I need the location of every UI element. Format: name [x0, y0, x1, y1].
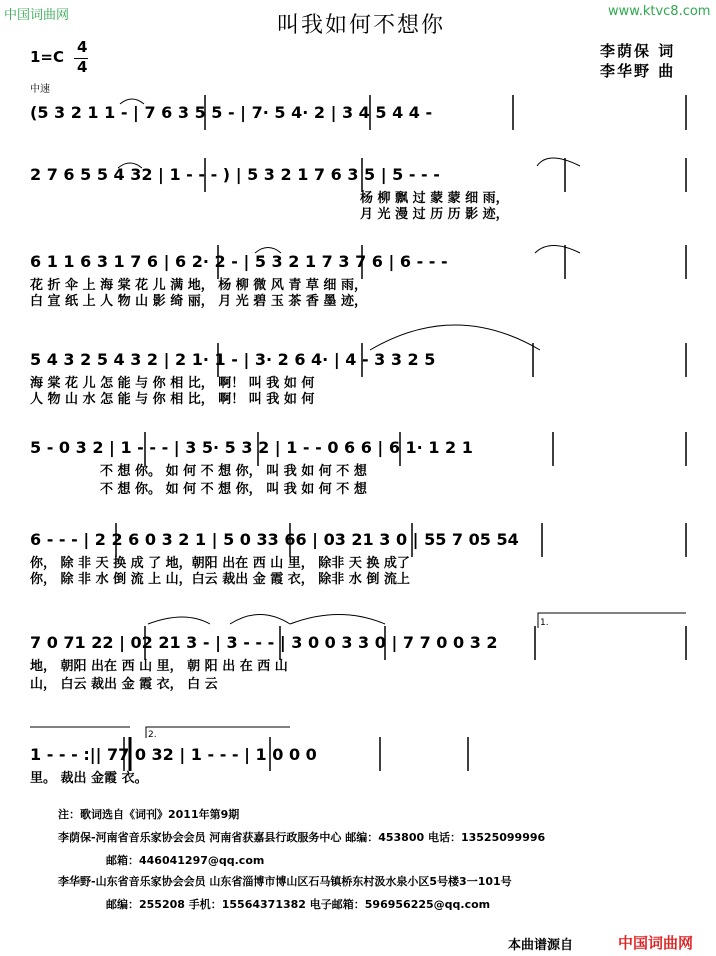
source-label: 本曲谱源自: [508, 938, 574, 953]
system-7-lyric-2: 山， 白云 裁出 金 霞 衣， 白 云: [30, 677, 218, 692]
source-site-link[interactable]: 中国词曲网: [618, 934, 694, 952]
system-3-lyric-1: 花 折 伞 上 海 棠 花 儿 满 地， 杨 柳 微 风 青 草 细 雨，: [30, 278, 367, 293]
system-6-lyric-2: 你， 除 非 水 倒 流 上 山，白云 裁出 金 霞 衣， 除非 水 倒 流上: [30, 572, 410, 587]
footer-note-source: 注：歌词选自《词刊》2011年第9期: [58, 808, 240, 821]
volta-brackets: [30, 613, 686, 738]
watermark-right: www.ktvc8.com: [608, 4, 711, 19]
song-title: 叫我如何不想你: [277, 13, 446, 38]
system-4-notes: 5 4 3 2 5 4 3 2 | 2 1· 1 - | 3· 2 6 4· | 4 - 3 3 2 5: [30, 350, 436, 369]
time-signature-numerator: 4: [77, 38, 88, 56]
system-4-lyric-2: 人 物 山 水 怎 能 与 你 相 比， 啊！ 叫 我 如 何: [30, 392, 315, 407]
footer-note-lyricist: 李荫保-河南省音乐家协会会员 河南省获嘉县行政服务中心 邮编：453800 电话：13525099996: [58, 831, 546, 844]
system-4-lyric-1: 海 棠 花 儿 怎 能 与 你 相 比， 啊！ 叫 我 如 何: [30, 376, 315, 391]
time-signature-denominator: 4: [77, 58, 88, 76]
footer-note-composer-contact: 邮编：255208 手机：15564371382 电子邮箱：596956225@qq.com: [106, 898, 491, 911]
system-3-notes: 6 1 1 6 3 1 7 6 | 6 2· 2 - | 5 3 2 1 7 3 7 6 | 6 - - -: [30, 252, 448, 271]
system-3-lyric-2: 白 宣 纸 上 人 物 山 影 绮 丽， 月 光 碧 玉 茶 香 墨 迹，: [30, 294, 367, 309]
system-8-lyric-1: 里。 裁出 金霞 衣。: [30, 771, 148, 786]
system-8-notes: 1 - - - :|| 77 0 32 | 1 - - - | 1 0 0 0: [30, 745, 317, 764]
system-5-notes: 5 - 0 3 2 | 1 - - - | 3 5· 5 3 2 | 1 - - 0 6 6 | 6 1· 1 2 1: [30, 438, 473, 457]
lyricist-credit: 李荫保 词: [600, 42, 676, 60]
footer-note-composer: 李华野-山东省音乐家协会会员 山东省淄博市博山区石马镇桥东村汲水泉小区5号楼3一101号: [58, 875, 512, 888]
volta-1-label: 1.: [540, 618, 549, 628]
system-2-notes: 2 7 6 5 5 4 32 | 1 - - - ) | 5 3 2 1 7 6 3 5 | 5 - - -: [30, 165, 440, 184]
key-signature: 1=C: [30, 48, 65, 66]
tempo-marking: 中速: [30, 84, 50, 95]
system-6-notes: 6 - - - | 2 2 6 0 3 2 1 | 5 0 33 66 | 03 21 3 0 | 55 7 05 54: [30, 530, 519, 549]
system-5-lyric-1: 不 想 你。 如 何 不 想 你， 叫 我 如 何 不 想: [100, 464, 367, 479]
system-2-lyric-2: 月 光 漫 过 历 历 影 迹，: [360, 207, 509, 222]
watermark-left: 中国词曲网: [4, 8, 70, 23]
composer-credit: 李华野 曲: [600, 62, 676, 80]
system-6-lyric-1: 你， 除 非 天 换 成 了 地，朝阳 出在 西 山 里， 除非 天 换 成了: [30, 556, 410, 571]
footer-note-lyricist-email: 邮箱：446041297@qq.com: [106, 854, 265, 867]
system-7-notes: 7 0 71 22 | 02 21 3 - | 3 - - - | 3 0 0 3 3 0 | 7 7 0 0 3 2: [30, 633, 498, 652]
system-1-notes: (5 3 2 1 1 - | 7 6 3 5 5 - | 7· 5 4· 2 | 3 4 5 4 4 -: [30, 103, 433, 122]
system-2-lyric-1: 杨 柳 飘 过 蒙 蒙 细 雨，: [360, 191, 509, 206]
volta-2-label: 2.: [148, 730, 157, 740]
system-5-lyric-2: 不 想 你。 如 何 不 想 你， 叫 我 如 何 不 想: [100, 482, 367, 497]
system-7-lyric-1: 地， 朝阳 出在 西 山 里， 朝 阳 出 在 西 山: [30, 659, 288, 674]
